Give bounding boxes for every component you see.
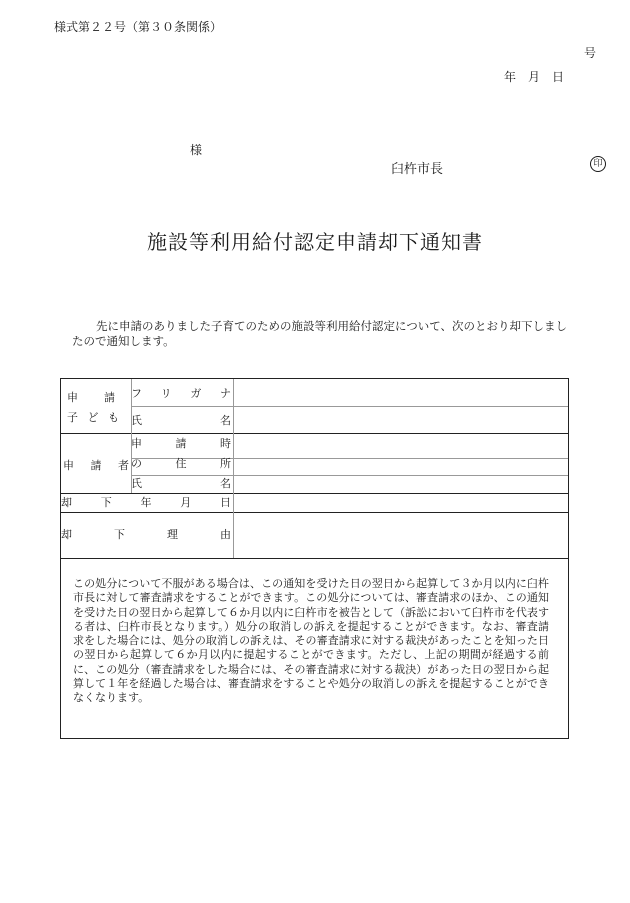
applicant-sub-label-2: の 住 所 bbox=[131, 457, 231, 470]
applicant-sub-label-1: 申 請 時 bbox=[131, 437, 231, 450]
appeal-notice: この処分について不服がある場合は、この通知を受けた日の翌日から起算して３か月以内に臼杵市長に対して審査請求をすることができます。この処分については、審査請求のほか、この通知を受けた日の翌日から起算して６か月以内に臼杵市を被告として（訴訟において臼杵市を代表する者は、臼杵市長となります。）処分の取消しの訴えを提起することができます。なお、審査請求をした場合には、処分の取消しの訴えは、その審査請求に対する裁決があったことを知った日の翌日から起算して６か月以内に提起することができます。ただし、上記の期間が経過する前に、この処分（審査請求をした場合には、その審査請求に対する裁決）があった日の翌日から起算して１年を経過した場合は、審査請求をすることや処分の取消しの訴えを提起することができなくなります。 bbox=[73, 577, 549, 705]
document-number-label: 号 bbox=[584, 46, 597, 60]
row-divider bbox=[131, 475, 568, 476]
addressee-suffix: 様 bbox=[190, 143, 203, 157]
form-number: 様式第２２号（第３０条関係） bbox=[54, 20, 223, 34]
rejection-date-label: 却 下 年 月 日 bbox=[61, 496, 231, 509]
row-divider bbox=[61, 433, 568, 434]
applicant-label: 申 請 者 bbox=[63, 459, 129, 472]
application-table bbox=[60, 378, 569, 739]
issue-date-line: 年 月 日 bbox=[504, 70, 565, 84]
document-title: 施設等利用給付認定申請却下通知書 bbox=[147, 230, 483, 254]
furigana-label: フ リ ガ ナ bbox=[131, 387, 231, 400]
issuer-name: 臼杵市長 bbox=[391, 162, 444, 177]
row-divider bbox=[61, 512, 568, 513]
seal-mark: 印 bbox=[590, 156, 606, 172]
row-divider bbox=[131, 406, 568, 407]
row-divider bbox=[61, 558, 568, 559]
intro-paragraph: 先に申請のありました子育てのための施設等利用給付認定について、次のとおり却下しましたので通知します。 bbox=[72, 319, 568, 348]
applicant-sub-label-3: 氏 名 bbox=[131, 477, 231, 490]
row-divider bbox=[61, 493, 568, 494]
column-divider bbox=[233, 379, 234, 558]
child-label-line1: 申 請 bbox=[67, 391, 115, 404]
child-label-line2: 子 ど も bbox=[67, 411, 119, 424]
rejection-reason-label: 却 下 理 由 bbox=[61, 528, 231, 541]
child-name-label: 氏 名 bbox=[131, 414, 231, 427]
